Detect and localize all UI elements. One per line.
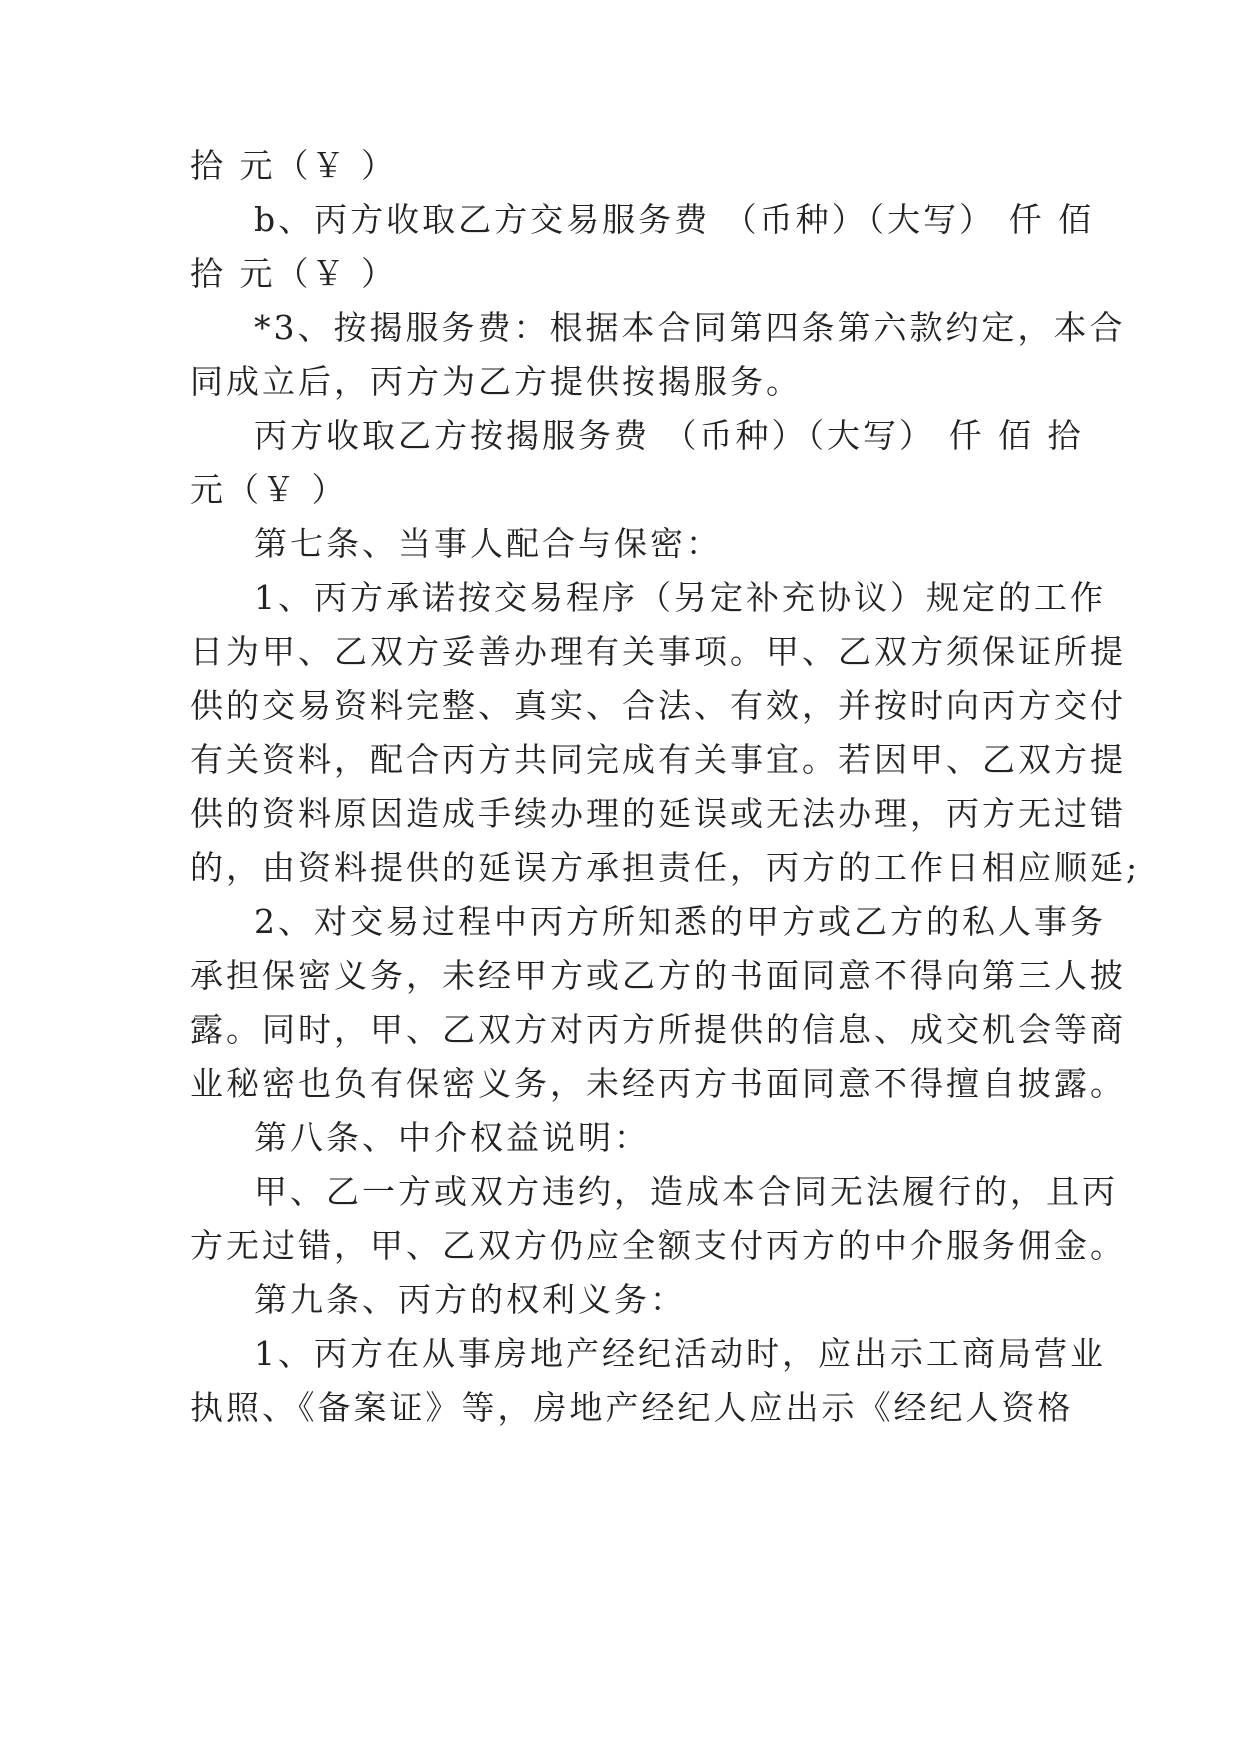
text-line: 2、对交易过程中丙方所知悉的甲方或乙方的私人事务 xyxy=(254,902,1106,941)
section-heading: 第八条、中介权益说明： xyxy=(254,1118,650,1157)
text-line: 供的资料原因造成手续办理的延误或无法办理，丙方无过错 xyxy=(190,794,1126,833)
text-line: 的，由资料提供的延误方承担责任，丙方的工作日相应顺延; xyxy=(190,848,1141,887)
text-line: 供的交易资料完整、真实、合法、有效，并按时向丙方交付 xyxy=(190,686,1126,725)
text-line: 方无过错，甲、乙双方仍应全额支付丙方的中介服务佣金。 xyxy=(190,1226,1126,1265)
text-line: 日为甲、乙双方妥善办理有关事项。甲、乙双方须保证所提 xyxy=(190,632,1126,671)
text-line: 拾 元（￥ ） xyxy=(190,254,397,293)
text-line: 露。同时，甲、乙双方对丙方所提供的信息、成交机会等商 xyxy=(190,1010,1126,1049)
text-line: 元（￥ ） xyxy=(190,470,348,509)
text-line: 同成立后，丙方为乙方提供按揭服务。 xyxy=(190,362,802,401)
text-line: 丙方收取乙方按揭服务费 （币种）（大写） 仟 佰 拾 xyxy=(254,416,1084,455)
text-line: 有关资料，配合丙方共同完成有关事宜。若因甲、乙双方提 xyxy=(190,740,1126,779)
text-line: 甲、乙一方或双方违约，造成本合同无法履行的，且丙 xyxy=(254,1172,1118,1211)
text-line: 承担保密义务，未经甲方或乙方的书面同意不得向第三人披 xyxy=(190,956,1126,995)
text-line: *3、按揭服务费：根据本合同第四条第六款约定，本合 xyxy=(254,308,1126,347)
text-line: 业秘密也负有保密义务，未经丙方书面同意不得擅自披露。 xyxy=(190,1064,1126,1103)
text-line: 执照、《备案证》等，房地产经纪人应出示《经纪人资格 xyxy=(190,1388,1074,1427)
section-heading: 第七条、当事人配合与保密： xyxy=(254,524,722,563)
text-line: 1、丙方承诺按交易程序（另定补充协议）规定的工作 xyxy=(254,578,1106,617)
text-line: 1、丙方在从事房地产经纪活动时，应出示工商局营业 xyxy=(254,1334,1106,1373)
section-heading: 第九条、丙方的权利义务： xyxy=(254,1280,686,1319)
text-line: 拾 元（￥ ） xyxy=(190,146,397,185)
text-line: b、丙方收取乙方交易服务费 （币种）（大写） 仟 佰 xyxy=(254,200,1095,239)
